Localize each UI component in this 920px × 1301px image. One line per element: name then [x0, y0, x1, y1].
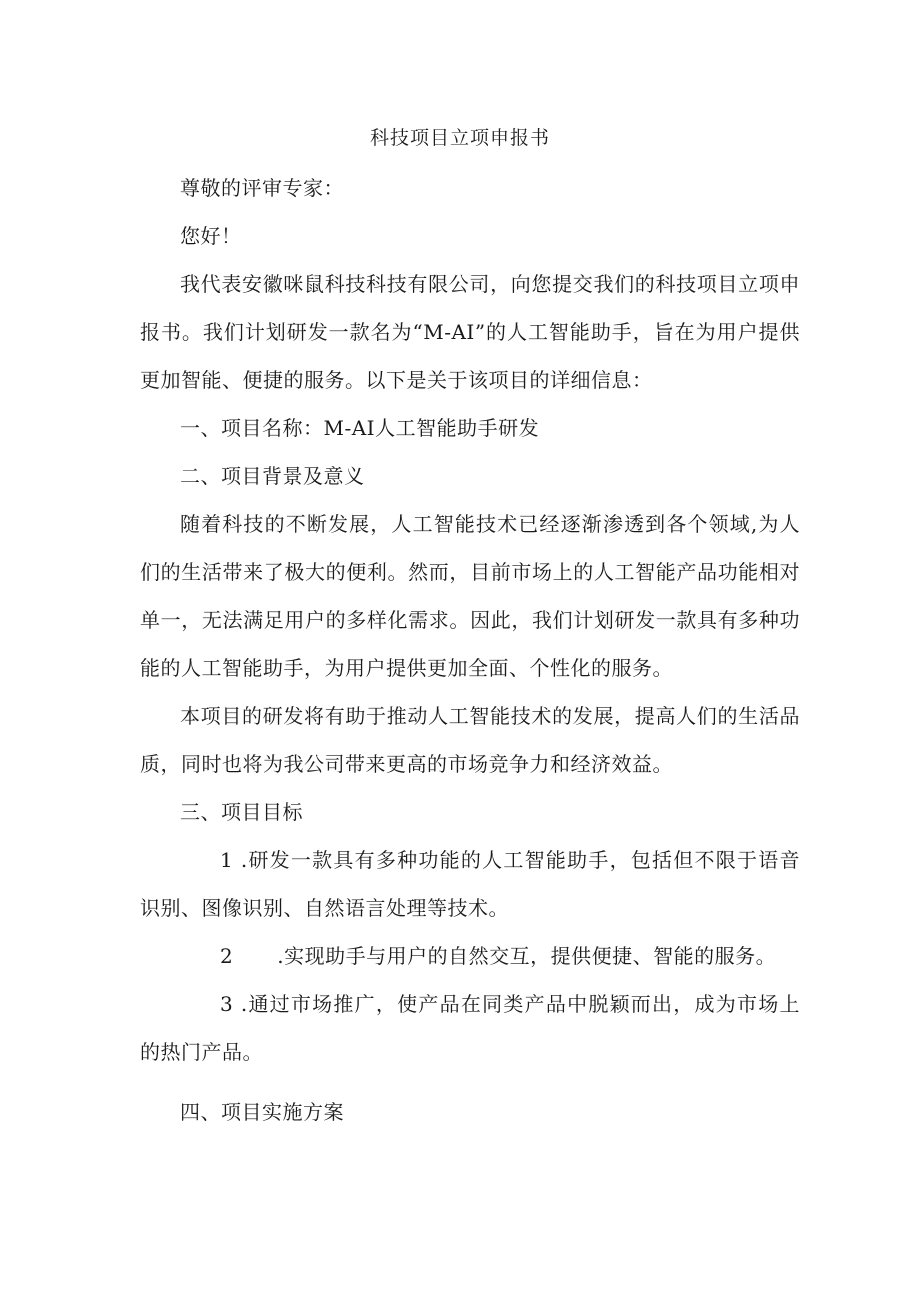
- goal-number: 3: [220, 992, 234, 1016]
- goal-text: .通过市场推广，使产品在同类产品中脱颖而出，成为市场上的热门产品。: [140, 992, 801, 1064]
- document-title: 科技项目立项申报书: [369, 127, 550, 149]
- background-paragraph-2: 本项目的研发将有助于推动人工智能技术的发展，提高人们的生活品质，同时也将为我公司带来更高的市场竞争力和经济效益。: [140, 704, 800, 776]
- goal-number: 1: [220, 848, 234, 872]
- section-heading-1: 一、项目名称：M-AI人工智能助手研发: [180, 416, 540, 440]
- goal-item-1: [140, 836, 800, 932]
- salutation: 尊敬的评审专家：: [180, 176, 344, 200]
- greeting: 您好！: [180, 224, 242, 248]
- intro-paragraph: 我代表安徽咪鼠科技科技有限公司，向您提交我们的科技项目立项申报书。我们计划研发一款名为“M-AI”的人工智能助手，旨在为用户提供更加智能、便捷的服务。以下是关于该项目的详细信息：: [140, 272, 800, 392]
- section-heading-3: 三、项目目标: [180, 800, 303, 824]
- background-paragraph-1: 随着科技的不断发展，人工智能技术已经逐渐渗透到各个领域,为人们的生活带来了极大的便利。然而，目前市场上的人工智能产品功能相对单一，无法满足用户的多样化需求。因此，我们计划研发一款具有多种功能的人工智能助手，为用户提供更加全面、个性化的服务。: [140, 512, 800, 680]
- goal-item-3: [140, 980, 800, 1076]
- goal-number: 2: [220, 944, 234, 968]
- goal-text: .研发一款具有多种功能的人工智能助手，包括但不限于语音识别、图像识别、自然语言处理等技术。: [140, 848, 801, 920]
- goal-item-2: [140, 932, 800, 980]
- section-heading-2: 二、项目背景及意义: [180, 464, 365, 488]
- section-heading-4: 四、项目实施方案: [180, 1100, 344, 1124]
- goal-text: .实现助手与用户的自然交互，提供便捷、智能的服务。: [277, 944, 777, 968]
